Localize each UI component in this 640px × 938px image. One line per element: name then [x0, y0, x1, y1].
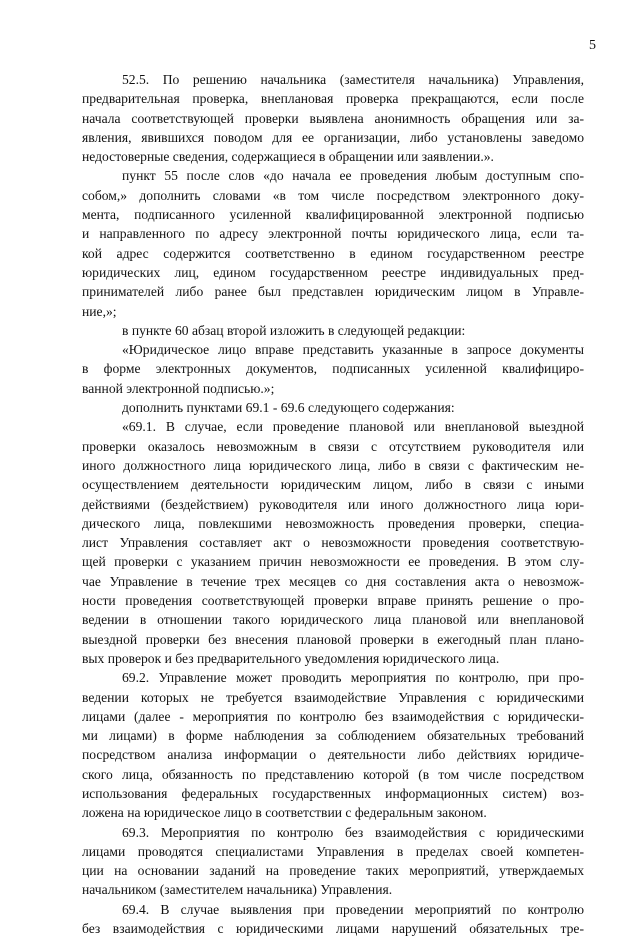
text-line: мента, подписанного усиленной квалифицированной электронной подписью — [82, 207, 584, 223]
text-line: начала соответствующей проверки выявлена анонимность обращения или за- — [82, 110, 584, 126]
text-line: принимателей либо ранее был представлен юридическим лицом в Управле- — [82, 284, 584, 300]
text-line: действиями (бездействием) руководителя или иного должностного лица юри- — [82, 496, 584, 512]
text-line: 69.3. Мероприятия по контролю без взаимодействия с юридическими — [122, 824, 584, 840]
text-line: ложена на юридическое лицо в соответствии с федеральным законом. — [82, 805, 487, 821]
text-line: дополнить пунктами 69.1 - 69.6 следующего содержания: — [122, 400, 455, 416]
text-line: ского лица, обязанность по представлению которой (в том числе посредством — [82, 766, 584, 782]
text-line: ние,»; — [82, 303, 117, 319]
text-line: лицами проводятся специалистами Управления в пределах своей компетен- — [82, 843, 584, 859]
text-line: пункт 55 после слов «до начала ее проведения любым доступным спо- — [122, 168, 584, 184]
text-line: начальником (заместителем начальника) Управления. — [82, 882, 393, 898]
text-line: лист Управления составляет акт о невозможности проведения соответствую- — [82, 535, 584, 551]
text-line: лицами (далее - мероприятия по контролю без взаимодействия с юридически- — [82, 708, 584, 724]
paragraph — [82, 340, 584, 398]
text-line: недостоверные сведения, содержащиеся в обращении или заявлении.». — [82, 149, 494, 165]
text-line: 69.4. В случае выявления при проведении мероприятий по контролю — [122, 901, 584, 917]
text-line: кой адрес содержится соответственно в едином государственном реестре — [82, 245, 584, 261]
page-number: 5 — [589, 38, 596, 53]
paragraph — [82, 398, 584, 417]
paragraph — [82, 70, 584, 166]
paragraph — [82, 900, 584, 938]
text-line: использования федеральных государственных информационных систем) воз- — [82, 785, 584, 801]
text-line: выездной проверки без внесения плановой проверки в ежегодный план плано- — [82, 631, 584, 647]
paragraph — [82, 166, 584, 320]
text-line: ванной электронной подписью.»; — [82, 380, 275, 396]
text-line: без взаимодействия с юридическими лицами нарушений обязательных тре- — [82, 921, 584, 937]
text-line: ми лицами) в форме наблюдения за соблюдением обязательных требований — [82, 728, 584, 744]
text-line: юридических лиц, едином государственном реестре индивидуальных пред- — [82, 264, 584, 280]
text-line: в пункте 60 абзац второй изложить в следующей редакции: — [122, 322, 466, 338]
text-line: осуществлением деятельности юридическим лицом, либо в связи с иными — [82, 477, 584, 493]
text-line: «Юридическое лицо вправе представить указанные в запросе документы — [122, 342, 584, 358]
text-line: иного должностного лица юридического лица, либо в связи с фактическим не- — [82, 457, 584, 473]
text-line: явления, явившихся поводом для ее организации, либо установлены заведомо — [82, 129, 584, 145]
text-line: предварительная проверка, внеплановая проверка прекращаются, если после — [82, 91, 584, 107]
text-line: «69.1. В случае, если проведение плановой или внеплановой выездной — [122, 419, 584, 435]
paragraph — [82, 417, 584, 668]
text-line: в форме электронных документов, подписанных усиленной квалифициро- — [82, 361, 584, 377]
document-body — [82, 70, 584, 938]
paragraph — [82, 668, 584, 822]
text-line: вых проверок и без предварительного уведомления юридического лица. — [82, 650, 500, 666]
text-line: ведении в отношении такого юридического лица плановой или внеплановой — [82, 612, 584, 628]
paragraph — [82, 823, 584, 900]
text-line: проверки оказалось невозможным в связи с отсутствием руководителя или — [82, 438, 584, 454]
text-line: ции на основании заданий на проведение таких мероприятий, утверждаемых — [82, 863, 584, 879]
text-line: посредством анализа информации о деятельности либо действиях юридиче- — [82, 747, 584, 763]
text-line: дического лица, повлекшими невозможность проведения проверки, специа- — [82, 515, 584, 531]
text-line: 69.2. Управление может проводить мероприятия по контролю, при про- — [122, 670, 584, 686]
paragraph — [82, 321, 584, 340]
text-line: 52.5. По решению начальника (заместителя начальника) Управления, — [122, 72, 584, 87]
text-line: ведении которых не требуется взаимодействие Управления с юридическими — [82, 689, 584, 705]
text-line: чае Управление в течение трех месяцев со дня составления акта о невозмож- — [82, 573, 584, 589]
text-line: ности проведения соответствующей проверки вправе принять решение о про- — [82, 593, 584, 609]
text-line: щей проверки с указанием причин невозможности ее проведения. В этом слу- — [82, 554, 584, 570]
text-line: собом,» дополнить словами «в том числе посредством электронного доку- — [82, 187, 584, 203]
text-line: и направленного по адресу электронной почты юридического лица, если та- — [82, 226, 584, 242]
